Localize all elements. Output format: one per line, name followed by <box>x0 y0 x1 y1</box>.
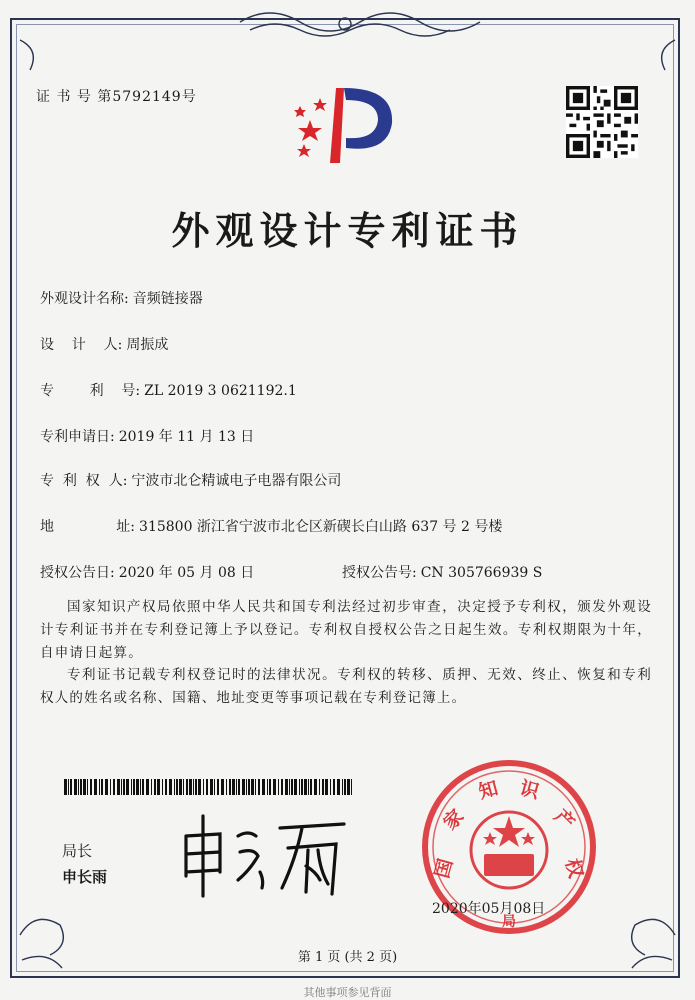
certificate-title: 外观设计专利证书 <box>171 208 524 253</box>
certificate-number: 证 书 号 第5792149号 <box>36 89 197 105</box>
barcode <box>64 779 354 795</box>
page-number: 第 1 页 (共 2 页) <box>297 950 398 965</box>
field-value: 宁波市北仑精诚电子电器有限公司 <box>131 473 342 489</box>
field-designer <box>40 334 168 354</box>
field-address <box>40 516 502 536</box>
field-value: 315800 浙江省宁波市北仑区新碶长白山路 637 号 2 号楼 <box>139 519 503 535</box>
statement-paragraph-2: 专利证书记载专利权登记时的法律状况。专利权的转移、质押、无效、终止、恢复和专利权人的姓名或名称、国籍、地址变更等事项记载在专利登记簿上。 <box>40 667 652 706</box>
field-value: 周振成 <box>126 337 169 353</box>
director-title: 局长 <box>62 842 93 860</box>
field-grant-date <box>40 562 254 582</box>
qr-code <box>566 86 638 158</box>
svg-text:知: 知 <box>476 777 501 804</box>
field-patentee <box>40 470 341 490</box>
field-label: 外观设计名称: <box>40 291 129 307</box>
footer-note: 其他事项参见背面 <box>303 986 392 999</box>
field-value: ZL 2019 3 0621192.1 <box>144 383 297 399</box>
svg-text:权: 权 <box>560 856 587 881</box>
field-filing-date <box>40 426 254 446</box>
field-label: 授权公告日: <box>40 565 115 581</box>
seal-date: 2020年05月08日 <box>432 901 546 917</box>
svg-text:家: 家 <box>439 805 469 835</box>
field-label: 设 计 人: <box>40 337 123 353</box>
field-label: 专 利 号: <box>40 383 141 399</box>
cnipa-logo <box>284 78 404 168</box>
svg-text:局: 局 <box>502 914 516 930</box>
field-label: 专 利 权 人: <box>40 473 128 489</box>
field-value: 音频链接器 <box>132 291 203 307</box>
field-patent-number <box>40 380 297 400</box>
field-design-name <box>40 288 203 308</box>
field-value: 2019 年 11 月 13 日 <box>118 429 255 445</box>
field-value: CN 305766939 S <box>420 565 543 581</box>
field-label: 授权公告号: <box>342 565 417 581</box>
director-name: 申长雨 <box>62 868 108 886</box>
field-label: 专利申请日: <box>40 429 115 445</box>
field-value: 2020 年 05 月 08 日 <box>118 565 255 581</box>
svg-text:国: 国 <box>431 856 458 881</box>
field-label: 地 址: <box>40 519 136 535</box>
director-signature <box>176 806 356 906</box>
statement-paragraph-1: 国家知识产权局依照中华人民共和国专利法经过初步审查，决定授予专利权，颁发外观设计专利证书并在专利登记簿上予以登记。专利权自授权公告之日起生效。专利权期限为十年，自申请日起算。 <box>40 599 652 661</box>
svg-text:识: 识 <box>517 777 542 804</box>
svg-text:产: 产 <box>549 805 579 835</box>
field-grant-number <box>342 562 542 582</box>
